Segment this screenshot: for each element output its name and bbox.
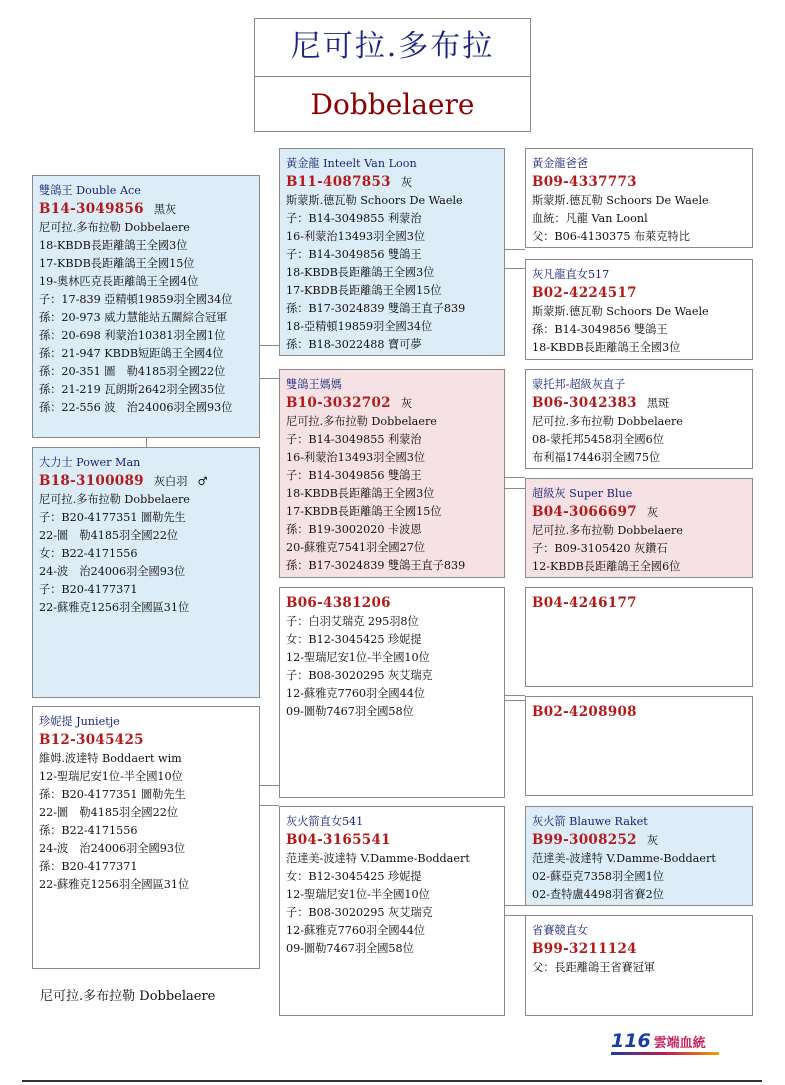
pedigree-line: 女：B12-3045425 珍妮提 [286,870,422,883]
connector-line [259,805,279,806]
pedigree-line: 孫：B20-4177351 圖勒先生 [39,788,186,801]
pigeon-color: 黑灰 [153,203,177,216]
ring-number: B99-3008252 [532,832,637,848]
pedigree-line: 子：B08-3020295 灰艾瑞克 [286,906,433,919]
connector-line [504,488,525,489]
pedigree-line: 20-蘇雅克7541羽全國27位 [286,541,426,554]
pedigree-line: 尼可拉.多布拉勒 Dobbelaere [532,524,683,537]
pigeon-color: 灰 [400,176,413,189]
pedigree-line: 22-蘇雅克1256羽全國區31位 [39,601,190,614]
connector-line [504,905,525,906]
pedigree-line: 12-聖瑞尼安1位-半全國10位 [286,888,430,901]
great-grandparent-box [525,806,753,906]
great-grandparent-box [525,478,753,578]
pedigree-line: 18-KBDB長距離鴿王全國3位 [532,341,681,354]
pedigree-line: 女：B12-3045425 珍妮提 [286,633,422,646]
connector-line [504,268,525,269]
pedigree-line: 12-聖瑞尼安1位-半全國10位 [286,651,430,664]
pigeon-name: 省賽競直女 [532,924,588,937]
connector-line [504,700,525,701]
pedigree-line: 18-亞精頓19859羽全國34位 [286,320,433,333]
connector-line [504,249,525,250]
great-grandparent-box [525,915,753,1016]
pedigree-line: 18-KBDB長距離鴿王全國3位 [286,487,435,500]
logo-underline [611,1052,719,1055]
pedigree-line: 孫：B20-4177371 [39,860,138,873]
pedigree-line: 孫：B14-3049856 雙鴿王 [532,323,668,336]
title-chinese: 尼可拉.多布拉 [255,19,530,77]
connector-line [259,785,279,786]
pedigree-line: 22-圖 勒4185羽全國22位 [39,529,179,542]
pigeon-name: 珍妮提 Junietje [39,715,120,728]
subject-box [32,175,260,438]
logo-number: 116 [611,1030,651,1052]
pedigree-line: 孫：20-351 圖 勒4185羽全國22位 [39,365,226,378]
pedigree-line: 18-KBDB長距離鴿王全國3位 [286,266,435,279]
connector-line [504,695,525,696]
pigeon-name: 雙鴿王媽媽 [286,378,342,391]
pigeon-name: 黃金龍 Inteelt Van Loon [286,157,417,170]
pedigree-line: 范達美-波達特 V.Damme-Boddaert [532,852,716,865]
pedigree-line: 子：B14-3049856 雙鴿王 [286,248,422,261]
ring-number: B09-4337773 [532,174,637,190]
ring-number: B12-3045425 [39,732,144,748]
pedigree-line: 孫：B17-3024839 雙鴿王直子839 [286,559,466,572]
pedigree-line: 父：長距離鴿王省賽冠軍 [532,961,656,974]
title-english: Dobbelaere [310,88,475,121]
ring-number: B04-4246177 [532,595,637,611]
pedigree-line: 09-圖勒7467羽全國58位 [286,705,414,718]
pedigree-line: 子：白羽艾瑞克 295羽8位 [286,615,419,628]
pedigree-line: 02-蘇亞克7358羽全國1位 [532,870,664,883]
pedigree-line: 范達美-波達特 V.Damme-Boddaert [286,852,470,865]
pedigree-line: 斯蒙斯.德瓦勒 Schoors De Waele [532,305,709,318]
connector-line [259,378,279,379]
breeder-name: 尼可拉.多布拉勒 Dobbelaere [40,989,216,1004]
pedigree-line: 子：B14-3049855 利蒙治 [286,433,422,446]
great-grandparent-box [525,369,753,469]
grandsire-paternal-box [279,148,505,356]
pedigree-line: 子：B20-4177371 [39,583,138,596]
pigeon-name: 灰火箭直女541 [286,815,364,828]
pigeon-color: 灰 [646,506,659,519]
pigeon-name: 灰凡龍直女517 [532,268,610,281]
connector-line [259,345,279,346]
pedigree-line: 孫：B19-3002020 卡波恩 [286,523,422,536]
ring-number: B06-3042383 [532,395,637,411]
granddam-maternal-box [279,806,505,1016]
pedigree-line: 08-蒙托邦5458羽全國6位 [532,433,664,446]
title-box [254,18,531,132]
pedigree-line: 孫：20-698 利蒙治10381羽全國1位 [39,329,226,342]
great-grandparent-box [525,696,753,796]
pedigree-line: 18-KBDB長距離鴿王全國3位 [39,239,188,252]
pedigree-line: 血統：凡龍 Van Loonl [532,212,648,225]
pigeon-name: 黃金龍爸爸 [532,157,588,170]
pedigree-line: 子：B09-3105420 灰鑽石 [532,542,668,555]
pedigree-line: 12-聖瑞尼安1位-半全國10位 [39,770,183,783]
pedigree-line: 孫：21-219 瓦朗斯2642羽全國35位 [39,383,226,396]
bottom-divider [22,1080,762,1082]
pedigree-line: 19-奧林匹克長距離鴿王全國4位 [39,275,199,288]
pedigree-line: 09-圖勒7467羽全國58位 [286,942,414,955]
pedigree-line: 維姆.波達特 Boddaert wim [39,752,182,765]
pedigree-line: 17-KBDB長距離鴿王全國15位 [39,257,195,270]
connector-line [146,437,147,447]
pigeon-color: 灰 [646,834,659,847]
pedigree-line: 斯蒙斯.德瓦勒 Schoors De Waele [532,194,709,207]
pedigree-line: 尼可拉.多布拉勒 Dobbelaere [39,493,190,506]
pedigree-line: 斯蒙斯.德瓦勒 Schoors De Waele [286,194,463,207]
pedigree-line: 布利福17446羽全國75位 [532,451,661,464]
pedigree-line: 16-利蒙治13493羽全國3位 [286,451,426,464]
pigeon-color: 黑斑 [646,397,670,410]
male-symbol-icon: ♂ [197,475,208,488]
ring-number: B99-3211124 [532,941,637,957]
pedigree-line: 12-KBDB長距離鴿王全國6位 [532,560,681,573]
pedigree-line: 12-蘇雅克7760羽全國44位 [286,687,426,700]
ring-number: B10-3032702 [286,395,391,411]
logo [611,1030,706,1052]
pedigree-line: 16-利蒙治13493羽全國3位 [286,230,426,243]
pedigree-line: 父：B06-4130375 布萊克特比 [532,230,690,243]
pedigree-line: 22-圖 勒4185羽全國22位 [39,806,179,819]
pedigree-line: 孫：21-947 KBDB短距鴿王全國4位 [39,347,224,360]
ring-number: B06-4381206 [286,595,391,611]
granddam-paternal-box [279,369,505,578]
pedigree-line: 17-KBDB長距離鴿王全國15位 [286,505,442,518]
great-grandparent-box [525,259,753,360]
pedigree-line: 孫：20-973 威力慧能站五關綜合冠軍 [39,311,228,324]
ring-number: B04-3165541 [286,832,391,848]
pigeon-color: 灰 [400,397,413,410]
connector-line [504,477,525,478]
pedigree-line: 子：B08-3020295 灰艾瑞克 [286,669,433,682]
ring-number: B02-4208908 [532,704,637,720]
pedigree-line: 24-波 治24006羽全國93位 [39,565,186,578]
ring-number: B18-3100089 [39,473,144,489]
pedigree-line: 02-查特盧4498羽省賽2位 [532,888,664,901]
pedigree-line: 孫：B18-3022488 寶可夢 [286,338,422,351]
pedigree-line: 17-KBDB長距離鴿王全國15位 [286,284,442,297]
pedigree-line: 女：B22-4171556 [39,547,138,560]
ring-number: B02-4224517 [532,285,637,301]
pigeon-color: 灰白羽 [153,475,188,488]
pedigree-line: 尼可拉.多布拉勒 Dobbelaere [532,415,683,428]
pedigree-line: 尼可拉.多布拉勒 Dobbelaere [39,221,190,234]
ring-number: B11-4087853 [286,174,391,190]
pedigree-line: 24-波 治24006羽全國93位 [39,842,186,855]
pigeon-name: 蒙托邦-超級灰直子 [532,378,626,391]
pigeon-name: 雙鴿王 Double Ace [39,184,141,197]
pedigree-line: 子：B14-3049856 雙鴿王 [286,469,422,482]
pedigree-line: 孫：22-556 波 治24006羽全國93位 [39,401,233,414]
logo-text: 雲端血統 [653,1036,706,1051]
great-grandparent-box [525,148,753,248]
pigeon-name: 灰火箭 Blauwe Raket [532,815,648,828]
ring-number: B04-3066697 [532,504,637,520]
pedigree-line: 子：B14-3049855 利蒙治 [286,212,422,225]
grandsire-maternal-box [279,587,505,798]
pigeon-name: 超級灰 Super Blue [532,487,633,500]
pedigree-line: 22-蘇雅克1256羽全國區31位 [39,878,190,891]
great-grandparent-box [525,587,753,687]
pedigree-line: 尼可拉.多布拉勒 Dobbelaere [286,415,437,428]
pedigree-line: 子：B20-4177351 圖勒先生 [39,511,186,524]
dam-box [32,706,260,969]
pigeon-name: 大力士 Power Man [39,456,141,469]
pedigree-line: 子：17-839 亞精頓19859羽全國34位 [39,293,233,306]
connector-line [504,915,525,916]
pedigree-line: 孫：B17-3024839 雙鴿王直子839 [286,302,466,315]
pedigree-line: 孫：B22-4171556 [39,824,138,837]
ring-number: B14-3049856 [39,201,144,217]
pedigree-line: 12-蘇雅克7760羽全國44位 [286,924,426,937]
sire-box [32,447,260,698]
